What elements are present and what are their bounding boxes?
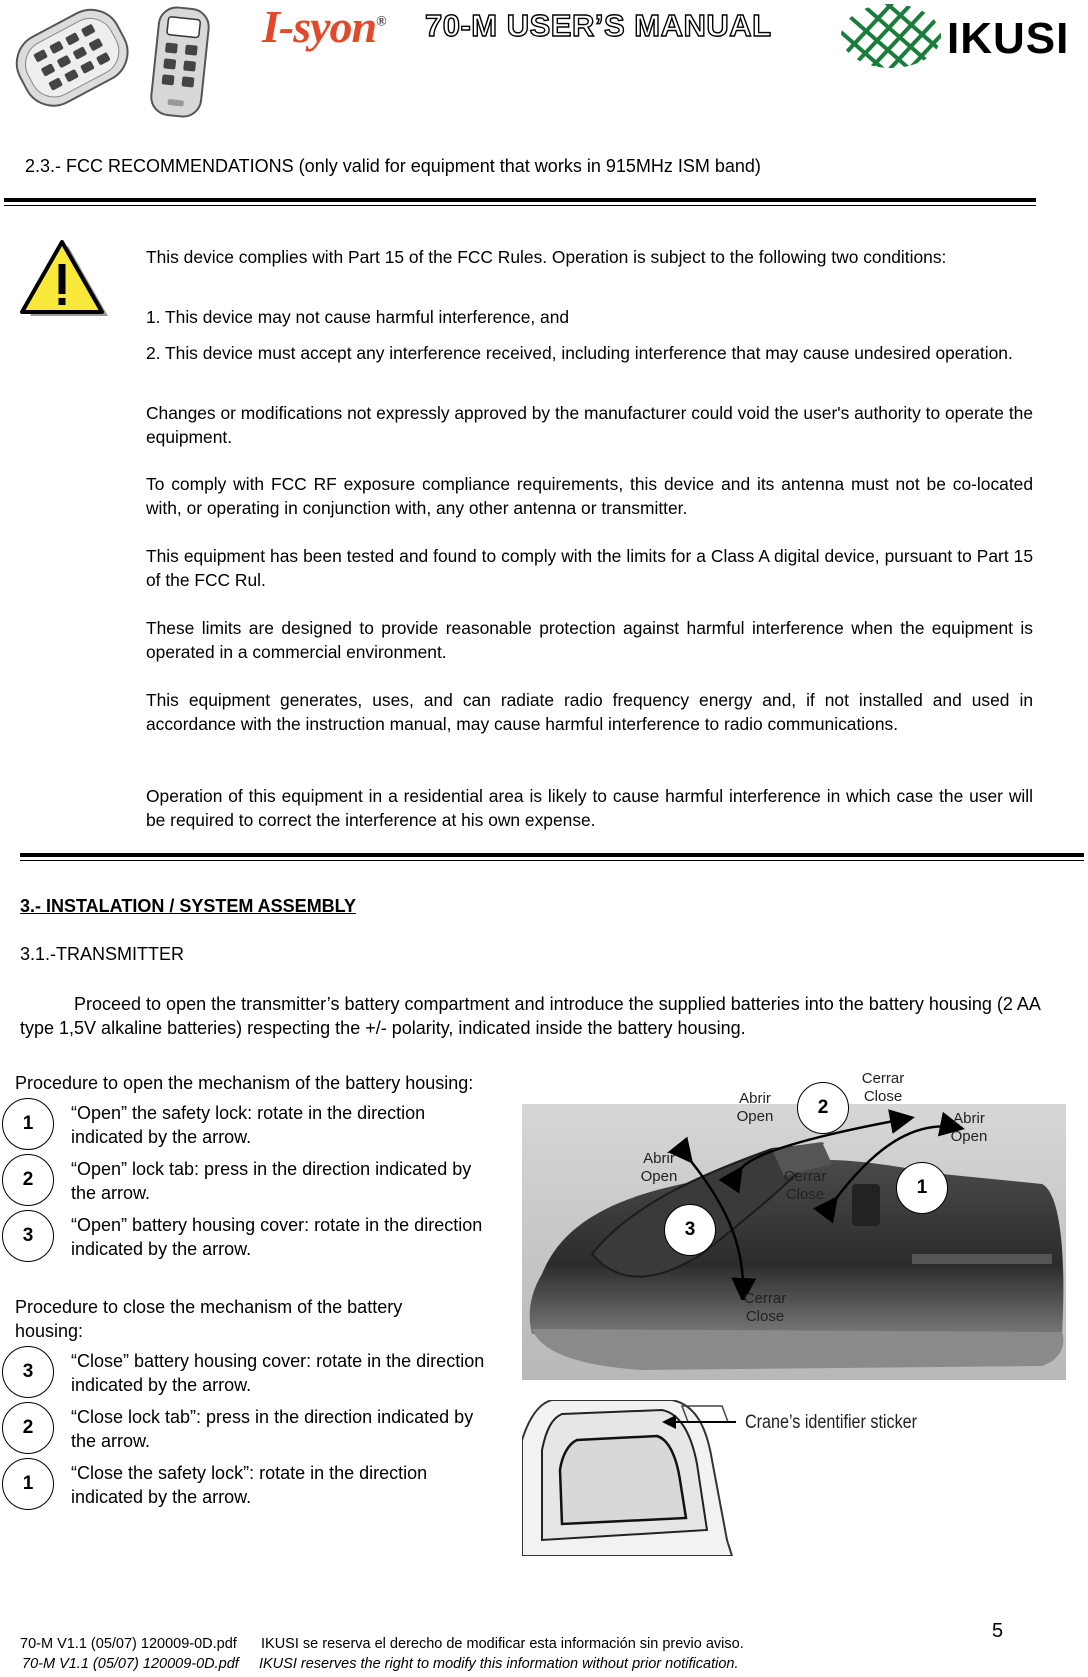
fcc-paragraph-1: This device complies with Part 15 of the FCC Rules. Operation is subject to the following two conditions: xyxy=(146,247,947,267)
figure-marker-1: 1 xyxy=(896,1162,948,1214)
close-step-2-marker: 2 xyxy=(2,1402,54,1454)
warning-triangle-icon xyxy=(18,240,110,320)
section-3-1-title: 3.1.-TRANSMITTER xyxy=(20,944,185,964)
label-close-bottom: Cerrar Close xyxy=(743,1290,787,1325)
company-logo-text: IKUSI xyxy=(947,14,1070,63)
fcc-paragraph-9: Operation of this equipment in a residential area is likely to cause harmful interference in which case the user will be required to correct the interference at his own expense. xyxy=(146,786,1033,830)
sticker-pointer-arrow xyxy=(662,1412,738,1432)
footer-english: 70-M V1.1 (05/07) 120009-0D.pdf IKUSI reserves the right to modify this information without prior notification. xyxy=(22,1656,739,1672)
close-step-2-text: “Close lock tab”: press in the direction indicated by the arrow. xyxy=(71,1407,474,1451)
transmitter-intro: Proceed to open the transmitter’s battery compartment and introduce the supplied batteries into the battery housing (2 AA type 1,5V alkaline batteries) respecting the +/- polarity, indicated inside the battery housing. xyxy=(20,994,1040,1038)
divider-top xyxy=(4,198,1036,202)
close-step-1-text: “Close the safety lock”: rotate in the direction indicated by the arrow. xyxy=(71,1463,428,1507)
label-open-right: Abrir Open xyxy=(950,1110,988,1145)
fcc-paragraph-2: 1. This device may not cause harmful interference, and xyxy=(146,307,570,327)
divider-top-thin xyxy=(4,205,1036,206)
label-close-middle: Cerrar Close xyxy=(783,1168,827,1203)
fcc-paragraph-6: This equipment has been tested and found to comply with the limits for a Class A digital device, pursuant to Part 15 of the FCC Rul. xyxy=(146,546,1033,590)
divider-bottom xyxy=(20,853,1084,857)
fcc-paragraph-4: Changes or modifications not expressly approved by the manufacturer could void the user's authority to operate the equipment. xyxy=(146,403,1033,447)
section-2-3-title: 2.3.- FCC RECOMMENDATIONS (only valid for equipment that works in 915MHz ISM band) xyxy=(25,156,761,176)
close-procedure-heading: Procedure to close the mechanism of the battery housing: xyxy=(15,1297,403,1341)
figure-marker-2: 2 xyxy=(797,1082,849,1134)
label-open-1: Abrir Open xyxy=(736,1090,774,1125)
header xyxy=(0,0,1088,125)
label-open-left: Abrir Open xyxy=(640,1150,678,1185)
open-step-3-text: “Open” battery housing cover: rotate in the direction indicated by the arrow. xyxy=(71,1215,483,1259)
figure-marker-3: 3 xyxy=(664,1204,716,1256)
fcc-paragraph-5: To comply with FCC RF exposure compliance requirements, this device and its antenna must not be co-located with, or operating in conjunction with, any other antenna or transmitter. xyxy=(146,474,1033,518)
footer-spanish: 70-M V1.1 (05/07) 120009-0D.pdf IKUSI se reserva el derecho de modificar esta información sin previo aviso. xyxy=(20,1636,744,1652)
sticker-label: Crane’s identifier sticker xyxy=(745,1412,918,1433)
open-procedure-heading: Procedure to open the mechanism of the battery housing: xyxy=(15,1073,474,1093)
fcc-paragraph-7: These limits are designed to provide reasonable protection against harmful interference when the equipment is operated in a commercial environment. xyxy=(146,618,1033,662)
close-step-1-marker: 1 xyxy=(2,1458,54,1510)
divider-bottom-thin xyxy=(20,860,1084,861)
open-step-1-text: “Open” the safety lock: rotate in the direction indicated by the arrow. xyxy=(71,1103,426,1147)
section-3-title: 3.- INSTALATION / SYSTEM ASSEMBLY xyxy=(20,896,357,916)
open-step-2-marker: 2 xyxy=(2,1154,54,1206)
label-close-top: Cerrar Close xyxy=(861,1070,905,1105)
close-step-3-text: “Close” battery housing cover: rotate in the direction indicated by the arrow. xyxy=(71,1351,485,1395)
open-step-2-text: “Open” lock tab: press in the direction indicated by the arrow. xyxy=(71,1159,472,1203)
manual-title: 70-M USER’S MANUAL xyxy=(425,8,772,43)
remote-controls-illustration xyxy=(0,0,230,125)
open-step-1-marker: 1 xyxy=(2,1098,54,1150)
fcc-paragraph-3: 2. This device must accept any interference received, including interference that may cause undesired operation. xyxy=(146,343,1013,363)
fcc-paragraph-8: This equipment generates, uses, and can radiate radio frequency energy and, if not installed and used in accordance with the instruction manual, may cause harmful interference to radio communications. xyxy=(146,690,1033,734)
open-step-3-marker: 3 xyxy=(2,1210,54,1262)
brand-logo-isyon: I-syon® xyxy=(262,1,386,52)
page-number: 5 xyxy=(992,1620,1004,1642)
close-step-3-marker: 3 xyxy=(2,1346,54,1398)
ikusi-logo-icon xyxy=(838,2,944,70)
